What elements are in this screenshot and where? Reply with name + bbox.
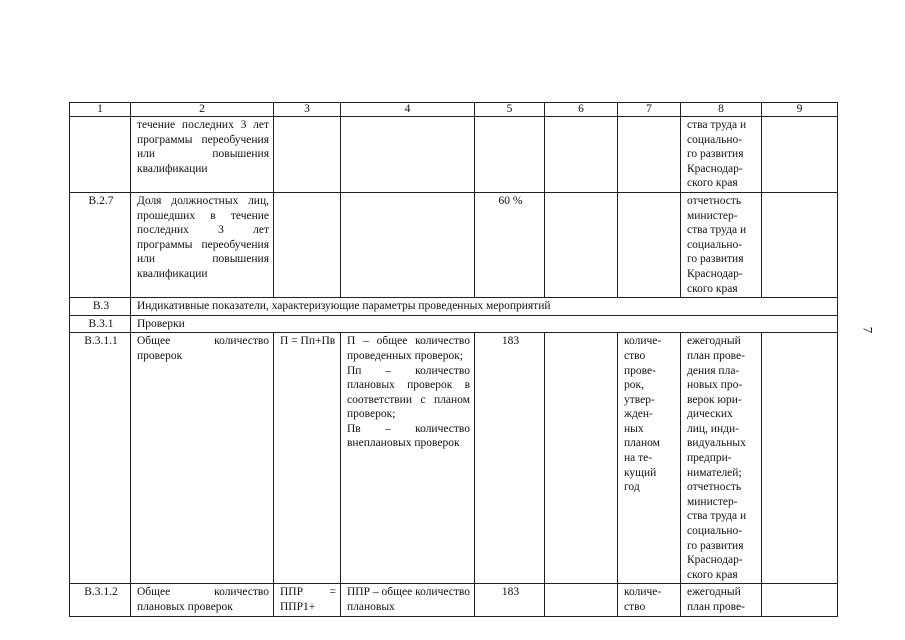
cell-7: [618, 192, 681, 297]
table-row: [70, 117, 838, 193]
header-cell: 6: [545, 103, 618, 117]
basis-cell: количе- ство: [618, 584, 681, 617]
cell-6: [545, 584, 618, 617]
table-row: [70, 192, 838, 297]
value-cell: 183: [475, 584, 545, 617]
cell-6: [545, 192, 618, 297]
source-cell: ежегодный план прове-: [681, 584, 762, 617]
formula-cell: [274, 117, 341, 193]
cell-9: [762, 333, 838, 584]
cell-6: [545, 117, 618, 193]
code-cell: В.3.1.2: [70, 584, 131, 617]
indicator-name-cell: Общее количество плановых проверок: [131, 584, 274, 617]
cell-7: [618, 117, 681, 193]
indicator-name-cell: течение последних 3 лет программы переобучения или повышения квалификации: [131, 117, 274, 193]
header-cell: 4: [341, 103, 475, 117]
header-cell: 7: [618, 103, 681, 117]
cell-9: [762, 584, 838, 617]
formula-cell: ППР = ППР1+: [274, 584, 341, 617]
value-cell: 60 %: [475, 192, 545, 297]
formula-description-cell: ППР – общее количество плановых: [341, 584, 475, 617]
header-cell: 1: [70, 103, 131, 117]
indicator-name-cell: Доля должностных лиц, прошедших в течение последних 3 лет программы переобучения или повышения квалификации: [131, 192, 274, 297]
formula-description-cell: [341, 117, 475, 193]
section-title: Проверки: [131, 315, 838, 333]
source-cell: ежегодный план прове- дения пла- новых про- верок юри- дических лиц, инди- видуальных предпри- нимателей; отчетность министер- ства труда и социально- го развития Краснодар- ского края: [681, 333, 762, 584]
cell-9: [762, 117, 838, 193]
source-cell: ства труда и социально- го развития Краснодар- ского края: [681, 117, 762, 193]
value-cell: 183: [475, 333, 545, 584]
code-cell: В.3: [70, 298, 131, 316]
formula-description-cell: П – общее количество проведенных проверок; Пп – количество плановых проверок в соответствии с планом проверок; Пв – количество внеплановых проверок: [341, 333, 475, 584]
formula-description-cell: [341, 192, 475, 297]
indicators-table: [69, 102, 838, 617]
value-cell: [475, 117, 545, 193]
header-cell: 8: [681, 103, 762, 117]
table-row: [70, 584, 838, 617]
source-cell: отчетность министер- ства труда и социально- го развития Краснодар- ского края: [681, 192, 762, 297]
formula-cell: [274, 192, 341, 297]
code-cell: В.3.1: [70, 315, 131, 333]
header-row: [70, 103, 838, 117]
cell-9: [762, 192, 838, 297]
table-row: [70, 333, 838, 584]
page-number: 7: [860, 326, 876, 334]
section-row: [70, 315, 838, 333]
indicator-name-cell: Общее количество проверок: [131, 333, 274, 584]
header-cell: 5: [475, 103, 545, 117]
code-cell: В.3.1.1: [70, 333, 131, 584]
header-cell: 3: [274, 103, 341, 117]
header-cell: 2: [131, 103, 274, 117]
code-cell: В.2.7: [70, 192, 131, 297]
code-cell: [70, 117, 131, 193]
formula-cell: П = Пп+Пв: [274, 333, 341, 584]
cell-6: [545, 333, 618, 584]
header-cell: 9: [762, 103, 838, 117]
section-row: [70, 298, 838, 316]
basis-cell: количе- ство прове- рок, утвер- жден- ных планом на те- кущий год: [618, 333, 681, 584]
section-title: Индикативные показатели, характеризующие параметры проведенных мероприятий: [131, 298, 838, 316]
